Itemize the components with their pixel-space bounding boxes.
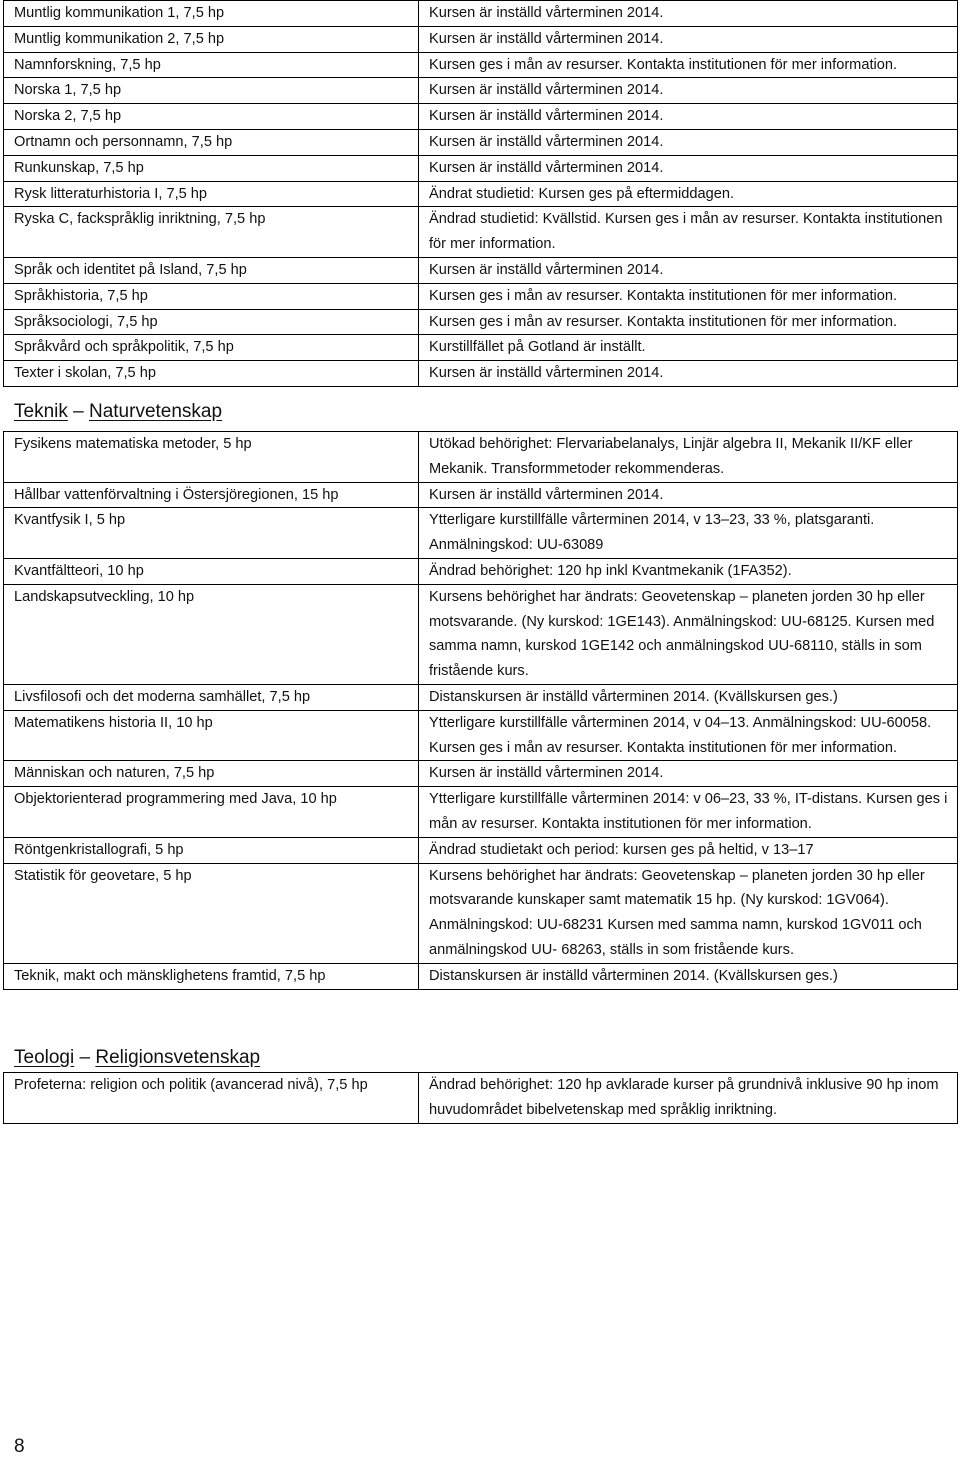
section-heading-dash: – xyxy=(67,401,89,422)
course-note: Kursens behörighet har ändrats: Geovetenskap – planeten jorden 30 hp eller motsvarande kunskaper samt matematik 15 hp. (Ny kurskod: 1GV064). Anmälningskod: UU-68231 Kursen med samma namn, kurskod 1GV011 och anmälningskod UU- 68263, ställs in som fristående kurs. xyxy=(419,863,958,963)
course-name: Rysk litteraturhistoria I, 7,5 hp xyxy=(4,181,419,207)
course-name: Norska 2, 7,5 hp xyxy=(4,104,419,130)
table-row xyxy=(4,78,958,104)
course-name: Namnforskning, 7,5 hp xyxy=(4,52,419,78)
course-name: Statistik för geovetare, 5 hp xyxy=(4,863,419,963)
course-note: Kursen är inställd vårterminen 2014. xyxy=(419,155,958,181)
course-note: Kursen är inställd vårterminen 2014. xyxy=(419,104,958,130)
course-name: Hållbar vattenförvaltning i Östersjöregionen, 15 hp xyxy=(4,482,419,508)
section-heading-part1: Teologi xyxy=(14,1047,75,1068)
course-note: Kursen är inställd vårterminen 2014. xyxy=(419,482,958,508)
table-row xyxy=(4,558,958,584)
table-row xyxy=(4,1,958,27)
course-name: Runkunskap, 7,5 hp xyxy=(4,155,419,181)
course-note: Utökad behörighet: Flervariabelanalys, Linjär algebra II, Mekanik II/KF eller Mekanik. Transformmetoder rekommenderas. xyxy=(419,432,958,483)
course-table-teologi xyxy=(3,1072,958,1124)
table-row xyxy=(4,26,958,52)
course-name: Kvantfysik I, 5 hp xyxy=(4,508,419,559)
section-heading-part1: Teknik xyxy=(14,401,68,422)
course-note: Ytterligare kurstillfälle vårterminen 2014, v 04–13. Anmälningskod: UU-60058. Kursen ges i mån av resurser. Kontakta institutionen för mer information. xyxy=(419,710,958,761)
table-row xyxy=(4,684,958,710)
section-heading-teknik xyxy=(14,400,222,424)
course-name: Objektorienterad programmering med Java, 10 hp xyxy=(4,787,419,838)
table-row xyxy=(4,155,958,181)
course-table-teknik xyxy=(3,431,958,990)
course-name: Teknik, makt och mänsklighetens framtid, 7,5 hp xyxy=(4,963,419,989)
table-row xyxy=(4,837,958,863)
course-name: Röntgenkristallografi, 5 hp xyxy=(4,837,419,863)
table-row xyxy=(4,129,958,155)
course-name: Muntlig kommunikation 2, 7,5 hp xyxy=(4,26,419,52)
course-name: Matematikens historia II, 10 hp xyxy=(4,710,419,761)
course-note: Kursens behörighet har ändrats: Geovetenskap – planeten jorden 30 hp eller motsvarande. (Ny kurskod: 1GE143). Anmälningskod: UU-68125. Kursen med samma namn, kurskod 1GE142 och anmälningskod UU-68110, ställs in som fristående kurs. xyxy=(419,584,958,684)
course-note: Ändrat studietid: Kursen ges på eftermiddagen. xyxy=(419,181,958,207)
table-row xyxy=(4,432,958,483)
course-name: Landskapsutveckling, 10 hp xyxy=(4,584,419,684)
table-row xyxy=(4,863,958,963)
table-row xyxy=(4,508,958,559)
course-note: Kursen är inställd vårterminen 2014. xyxy=(419,761,958,787)
course-note: Kursen är inställd vårterminen 2014. xyxy=(419,26,958,52)
course-note: Kursen är inställd vårterminen 2014. xyxy=(419,129,958,155)
table-row xyxy=(4,309,958,335)
course-table-sprak xyxy=(3,0,958,387)
course-name: Fysikens matematiska metoder, 5 hp xyxy=(4,432,419,483)
course-note: Kursen ges i mån av resurser. Kontakta institutionen för mer information. xyxy=(419,52,958,78)
table-row xyxy=(4,104,958,130)
section-heading-part2: Religionsvetenskap xyxy=(95,1047,261,1068)
table-row xyxy=(4,963,958,989)
table-row xyxy=(4,361,958,387)
section-heading-teologi xyxy=(14,1046,260,1070)
course-note: Ytterligare kurstillfälle vårterminen 2014, v 13–23, 33 %, platsgaranti. Anmälningskod: UU-63089 xyxy=(419,508,958,559)
course-name: Profeterna: religion och politik (avancerad nivå), 7,5 hp xyxy=(4,1073,419,1124)
table-row xyxy=(4,207,958,258)
course-note: Kursen är inställd vårterminen 2014. xyxy=(419,78,958,104)
section-heading-dash: – xyxy=(74,1047,96,1068)
course-name: Texter i skolan, 7,5 hp xyxy=(4,361,419,387)
table-row xyxy=(4,257,958,283)
course-name: Norska 1, 7,5 hp xyxy=(4,78,419,104)
course-name: Språkhistoria, 7,5 hp xyxy=(4,283,419,309)
course-name: Muntlig kommunikation 1, 7,5 hp xyxy=(4,1,419,27)
table-row xyxy=(4,181,958,207)
table-row xyxy=(4,1073,958,1124)
table-row xyxy=(4,335,958,361)
course-note: Distanskursen är inställd vårterminen 2014. (Kvällskursen ges.) xyxy=(419,684,958,710)
course-note: Kursen är inställd vårterminen 2014. xyxy=(419,1,958,27)
course-note: Ändrad behörighet: 120 hp avklarade kurser på grundnivå inklusive 90 hp inom huvudområdet bibelvetenskap med språklig inriktning. xyxy=(419,1073,958,1124)
table-row xyxy=(4,52,958,78)
course-note: Ändrad studietakt och period: kursen ges på heltid, v 13–17 xyxy=(419,837,958,863)
course-note: Kursen är inställd vårterminen 2014. xyxy=(419,257,958,283)
course-note: Kursen är inställd vårterminen 2014. xyxy=(419,361,958,387)
course-name: Kvantfältteori, 10 hp xyxy=(4,558,419,584)
table-row xyxy=(4,761,958,787)
course-name: Ryska C, fackspråklig inriktning, 7,5 hp xyxy=(4,207,419,258)
course-note: Kursen ges i mån av resurser. Kontakta institutionen för mer information. xyxy=(419,309,958,335)
course-note: Ändrad behörighet: 120 hp inkl Kvantmekanik (1FA352). xyxy=(419,558,958,584)
course-note: Kursen ges i mån av resurser. Kontakta institutionen för mer information. xyxy=(419,283,958,309)
table-row xyxy=(4,710,958,761)
course-note: Ändrad studietid: Kvällstid. Kursen ges i mån av resurser. Kontakta institutionen för mer information. xyxy=(419,207,958,258)
page-number: 8 xyxy=(14,1436,25,1457)
table-row xyxy=(4,482,958,508)
table-row xyxy=(4,283,958,309)
course-note: Distanskursen är inställd vårterminen 2014. (Kvällskursen ges.) xyxy=(419,963,958,989)
table-row xyxy=(4,787,958,838)
section-heading-part2: Naturvetenskap xyxy=(88,401,223,422)
course-name: Språkvård och språkpolitik, 7,5 hp xyxy=(4,335,419,361)
course-note: Kurstillfället på Gotland är inställt. xyxy=(419,335,958,361)
course-name: Ortnamn och personnamn, 7,5 hp xyxy=(4,129,419,155)
course-name: Språk och identitet på Island, 7,5 hp xyxy=(4,257,419,283)
course-name: Människan och naturen, 7,5 hp xyxy=(4,761,419,787)
course-note: Ytterligare kurstillfälle vårterminen 2014: v 06–23, 33 %, IT-distans. Kursen ges i mån av resurser. Kontakta institutionen för mer information. xyxy=(419,787,958,838)
table-row xyxy=(4,584,958,684)
course-name: Språksociologi, 7,5 hp xyxy=(4,309,419,335)
course-name: Livsfilosofi och det moderna samhället, 7,5 hp xyxy=(4,684,419,710)
